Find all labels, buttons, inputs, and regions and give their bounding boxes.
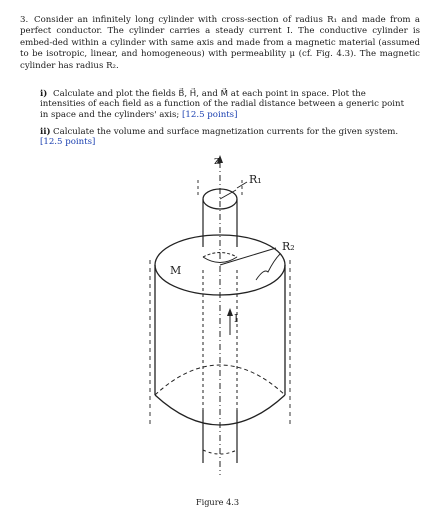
points-link[interactable]: [12.5 points] bbox=[40, 137, 96, 148]
subquestion-2 bbox=[40, 127, 412, 148]
figure-caption: Figure 4.3 bbox=[195, 497, 240, 507]
problem-number: 3. bbox=[20, 15, 29, 25]
subquestion-label: ii) bbox=[40, 127, 51, 137]
r2-label: R₂ bbox=[282, 240, 295, 253]
r2-pointer bbox=[256, 254, 280, 280]
r1-label: R₁ bbox=[249, 173, 262, 186]
cylinder-diagram bbox=[148, 150, 303, 480]
magnetization-label: M bbox=[170, 264, 182, 277]
problem-text: Consider an infinitely long cylinder with cross-section of radius R₁ and made from a perfect conductor. The cylinder carries a steady current I. The conductive cylinder is embed-ded within a cylinder with same axis and made from a magnetic material (assumed to be isotropic, linear, and homogeneous) with permeability μ (cf. Fig. 4.3). The magnetic cylinder has radius R₂. bbox=[20, 15, 420, 71]
subquestion-text: Calculate and plot the fields B⃗, H⃗, and M⃗ at each point in space. Plot the intensities of each field as a function of the radial distance between a generic point in space and the cylinders' axis; bbox=[40, 89, 405, 120]
current-label: I bbox=[234, 312, 239, 325]
problem-statement bbox=[20, 15, 420, 72]
current-arrow-head bbox=[227, 308, 233, 316]
z-label: z bbox=[214, 154, 220, 167]
subquestion-text: Calculate the volume and surface magnetization currents for the given system. bbox=[53, 127, 399, 137]
figure-4-3 bbox=[148, 150, 303, 480]
r2-radius-line bbox=[220, 248, 276, 265]
subquestion-label: i) bbox=[40, 89, 48, 99]
r1-radius-line bbox=[220, 190, 236, 199]
subquestion-1 bbox=[40, 89, 412, 120]
points-link[interactable]: [12.5 points] bbox=[182, 109, 238, 120]
